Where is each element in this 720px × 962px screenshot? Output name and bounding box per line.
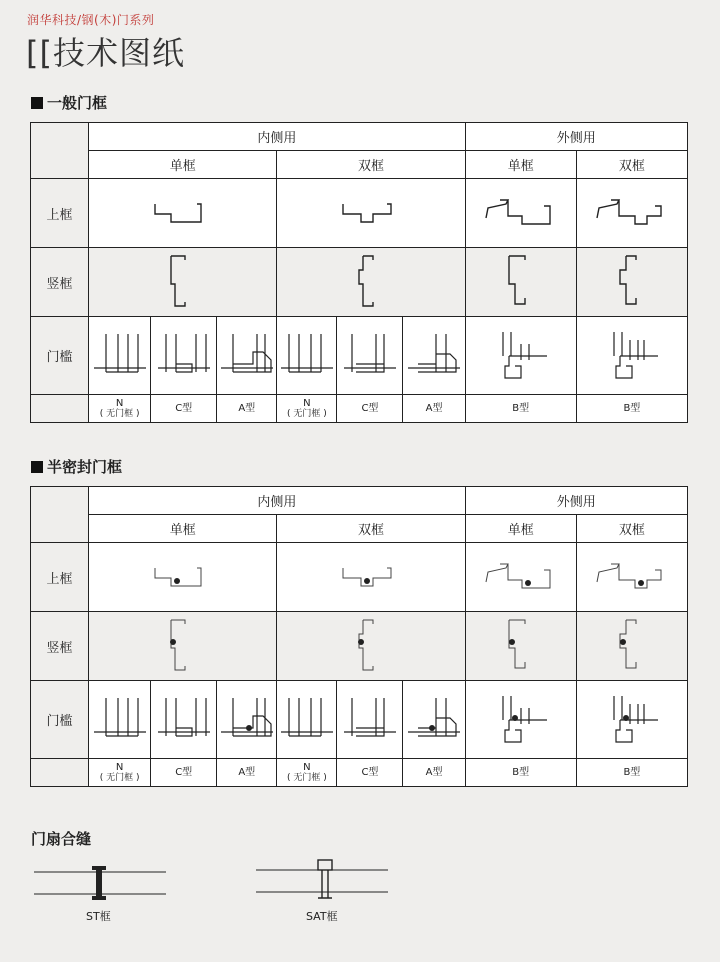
drawing-top-inside-single [89, 543, 277, 612]
drawing-side-inside-single [89, 248, 277, 317]
top-frame-outside-double-drawing [595, 196, 669, 230]
sill-label-b: B型 [465, 759, 576, 787]
sill-label-a: A型 [403, 395, 465, 423]
semi-sealed-frame-table [30, 486, 688, 787]
drawing-sill-n-2 [277, 317, 337, 395]
drawing-side-outside-double [576, 612, 687, 681]
drawing-sill-n-2 [277, 681, 337, 759]
sat-frame-caption: SAT框 [306, 910, 338, 923]
drawing-sill-c-1 [151, 317, 217, 395]
header-outside: 外侧用 [465, 487, 687, 515]
header-outside: 外侧用 [465, 123, 687, 151]
top-frame-single-drawing [153, 198, 213, 228]
row-label-threshold: 门槛 [31, 317, 89, 395]
header-outside-double: 双框 [576, 151, 687, 179]
threshold-c-drawing [156, 332, 212, 380]
sealed-top-frame-single-drawing [153, 562, 213, 592]
threshold-n-drawing [279, 332, 335, 380]
header-inside: 内侧用 [89, 487, 466, 515]
sealed-threshold-b-drawing [602, 694, 662, 746]
threshold-a-drawing [406, 332, 462, 380]
top-frame-outside-single-drawing [484, 196, 558, 230]
sealed-top-frame-outside-double-drawing [595, 560, 669, 594]
row-label-side-frame: 竖框 [31, 248, 89, 317]
drawing-sill-b-1 [465, 317, 576, 395]
threshold-b-drawing [491, 330, 551, 382]
st-frame-caption: ST框 [86, 910, 111, 923]
drawing-sill-b-1 [465, 681, 576, 759]
section-title-semi-sealed-frame: 半密封门框 [31, 456, 122, 477]
threshold-n-drawing [92, 332, 148, 380]
drawing-top-inside-double [277, 179, 465, 248]
st-frame-drawing [34, 862, 166, 902]
side-frame-single-drawing [163, 254, 203, 310]
drawing-sill-c-1 [151, 681, 217, 759]
side-frame-outside-double-drawing [612, 254, 652, 310]
row-label-top-frame: 上框 [31, 179, 89, 248]
square-bullet-icon [31, 461, 43, 473]
sill-label-c: C型 [337, 759, 403, 787]
drawing-sill-n-1 [89, 681, 151, 759]
header-outside-single: 单框 [465, 515, 576, 543]
drawing-top-outside-single [465, 543, 576, 612]
threshold-a-drawing [219, 332, 275, 380]
drawing-sill-a-1 [217, 317, 277, 395]
sealed-threshold-n-drawing [92, 696, 148, 744]
sealed-threshold-b-drawing [491, 694, 551, 746]
sat-frame-drawing [256, 858, 388, 902]
drawing-sill-c-2 [337, 681, 403, 759]
drawing-side-outside-double [576, 248, 687, 317]
sealed-threshold-a-drawing [406, 696, 462, 744]
top-frame-double-drawing [341, 198, 401, 228]
row-label-top-frame: 上框 [31, 543, 89, 612]
sill-label-c: C型 [151, 395, 217, 423]
sealed-top-frame-double-drawing [341, 562, 401, 592]
sill-label-a: A型 [403, 759, 465, 787]
label-row-blank [31, 759, 89, 787]
sealed-side-frame-outside-double-drawing [612, 618, 652, 674]
corner-cell [31, 487, 89, 543]
sill-label-n: N ( 无门框 ) [89, 759, 151, 787]
page-title: [[技术图纸 [26, 34, 185, 72]
row-label-threshold: 门槛 [31, 681, 89, 759]
header-inside-double: 双框 [277, 151, 465, 179]
drawing-top-inside-double [277, 543, 465, 612]
section-title-general-frame: 一般门框 [31, 92, 107, 113]
section-title-door-seam: 门扇合缝 [31, 830, 92, 848]
header-inside-single: 单框 [89, 151, 277, 179]
header-inside: 内侧用 [89, 123, 466, 151]
drawing-top-inside-single [89, 179, 277, 248]
sill-label-a: A型 [217, 759, 277, 787]
brand-line: 润华科技/钢(木)门系列 [27, 13, 155, 27]
drawing-side-inside-double [277, 612, 465, 681]
corner-cell [31, 123, 89, 179]
header-inside-double: 双框 [277, 515, 465, 543]
drawing-sill-a-2 [403, 681, 465, 759]
side-frame-double-drawing [351, 254, 391, 310]
drawing-side-outside-single [465, 248, 576, 317]
drawing-side-outside-single [465, 612, 576, 681]
sill-label-b: B型 [576, 395, 687, 423]
header-outside-double: 双框 [576, 515, 687, 543]
drawing-sill-a-1 [217, 681, 277, 759]
drawing-top-outside-double [576, 179, 687, 248]
sill-label-n: N ( 无门框 ) [277, 395, 337, 423]
drawing-sill-n-1 [89, 317, 151, 395]
label-row-blank [31, 395, 89, 423]
sealed-top-frame-outside-single-drawing [484, 560, 558, 594]
sill-label-n: N ( 无门框 ) [89, 395, 151, 423]
general-frame-table [30, 122, 688, 423]
sealed-side-frame-double-drawing [351, 618, 391, 674]
sill-label-b: B型 [576, 759, 687, 787]
sealed-side-frame-single-drawing [163, 618, 203, 674]
sealed-threshold-n-drawing [279, 696, 335, 744]
drawing-top-outside-single [465, 179, 576, 248]
sill-label-n: N ( 无门框 ) [277, 759, 337, 787]
drawing-top-outside-double [576, 543, 687, 612]
drawing-sill-b-2 [576, 317, 687, 395]
sill-label-c: C型 [337, 395, 403, 423]
row-label-side-frame: 竖框 [31, 612, 89, 681]
sill-label-c: C型 [151, 759, 217, 787]
sealed-side-frame-outside-single-drawing [501, 618, 541, 674]
header-inside-single: 单框 [89, 515, 277, 543]
square-bullet-icon [31, 97, 43, 109]
threshold-b-drawing [602, 330, 662, 382]
sill-label-b: B型 [465, 395, 576, 423]
drawing-sill-c-2 [337, 317, 403, 395]
sealed-threshold-c-drawing [342, 696, 398, 744]
drawing-side-inside-double [277, 248, 465, 317]
header-outside-single: 单框 [465, 151, 576, 179]
sealed-threshold-a-drawing [219, 696, 275, 744]
drawing-sill-a-2 [403, 317, 465, 395]
sealed-threshold-c-drawing [156, 696, 212, 744]
sill-label-a: A型 [217, 395, 277, 423]
threshold-c-drawing [342, 332, 398, 380]
drawing-side-inside-single [89, 612, 277, 681]
drawing-sill-b-2 [576, 681, 687, 759]
side-frame-outside-single-drawing [501, 254, 541, 310]
